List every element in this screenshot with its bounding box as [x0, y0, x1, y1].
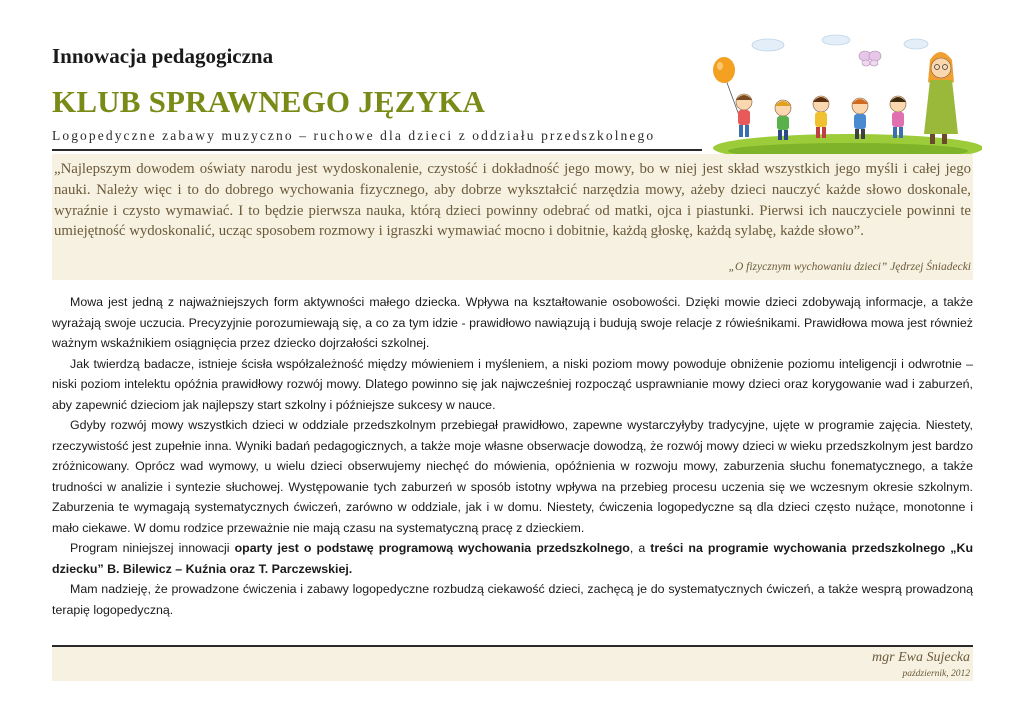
quote-box [52, 154, 973, 280]
butterfly-icon [859, 51, 881, 66]
author-signature: mgr Ewa Sujecka [872, 650, 970, 665]
paragraph-4-intro: Program niniejszej innowacji [70, 541, 235, 555]
body-text [52, 292, 973, 620]
child-figure-5 [890, 96, 906, 138]
paragraph-1: Mowa jest jedną z najważniejszych form aktywności małego dziecka. Wpływa na kształtowanie osobowości. Dzięki mowie dzieci zdobywają informacje, a także wyrażają swoje uczucia. Precyzyjnie porozumiewają się, a co za tym idzie - prawidłowo nawiązują i budują swoje relacje z rówieśnikami. Prawidłowa mowa jest również ważnym wskaźnikiem osiągnięcia przez dziecko dojrzałości szkolnej. [52, 295, 973, 350]
quote-text: „Najlepszym dowodem oświaty narodu jest wydoskonalenie, czystość i dokładność jego mowy, bo w niej jest skład wszystkich jego myśli i całej jego nauki. Należy więc i to do dobrego wychowania fizycznego, aby dobrze wykształcić narzędzia mowy, ażeby dzieci nauczyć każde słowo doskonale, wyraźnie i czysto wymawiać. I to będzie pierwsza nauka, którą dzieci powinny odebrać od matki, ojca i piastunki. Pierwsi ich nauczyciele powinni te umiejętność wydoskonalić, ucząc sposobem rozmowy i igraszki wymawiać mocno i dobitnie, każdą głoskę, każdą sylabę, każde słowo”. [54, 161, 971, 240]
cloud-icon [822, 35, 850, 45]
paragraph-4 [52, 538, 973, 579]
footer-box [52, 647, 973, 681]
teacher-figure [924, 52, 958, 144]
children-playing-illustration [708, 30, 982, 158]
child-figure-4 [852, 98, 868, 139]
paragraph-4-bold-a: oparty jest o podstawę programową wychowania przedszkolnego [234, 541, 630, 555]
paragraph-2: Jak twierdzą badacze, istnieje ścisła współzależność między mówieniem i myśleniem, a niski poziom mowy powoduje obniżenie poziomu inteligencji i odwrotnie – niski poziom intelektu opóźnia prawidłowy rozwój mowy. Dlatego powinno się jak najwcześniej rozpocząć usprawnianie mowy dzieci oraz korygowanie wad i zaburzeń, aby zapewnić dzieciom jak najlepszy start szkolny i późniejsze sukcesy w nauce. [52, 356, 973, 412]
quote-source: „O fizycznym wychowaniu dzieci” Jędrzej Śniadecki [728, 261, 971, 273]
cloud-icon [904, 39, 928, 49]
document-title: KLUB SPRAWNEGO JĘZYKA [52, 84, 486, 119]
child-figure-1 [736, 94, 752, 137]
document-tagline: Logopedyczne zabawy muzyczno – ruchowe dla dzieci z oddziału przedszkolnego [52, 128, 656, 143]
paragraph-5: Mam nadzieję, że prowadzone ćwiczenia i zabawy logopedyczne rozbudzą ciekawość dzieci, zachęcą je do systematycznych ćwiczeń, a także wesprą prowadzoną terapię logopedyczną. [52, 582, 973, 617]
header-divider [52, 149, 702, 151]
child-figure-3 [813, 96, 829, 138]
balloon-icon [713, 57, 735, 83]
child-figure-2 [775, 100, 791, 140]
cloud-icon [752, 39, 784, 51]
document-subtitle: Innowacja pedagogiczna [52, 44, 274, 68]
paragraph-3: Gdyby rozwój mowy wszystkich dzieci w oddziale przedszkolnym przebiegał prawidłowo, zapewne wystarczyłyby tradycyjne, ujęte w programie zajęcia. Niestety, rzeczywistość jest zupełnie inna. Wyniki badań pedagogicznych, a także moje własne obserwacje dowodzą, że rozwój mowy dzieci w wieku przedszkolnym jest bardzo zróżnicowany. Oprócz wad wymowy, u wielu dzieci obserwujemy niechęć do mówienia, opóźnienia w rozwoju mowy, zaburzenia słuchu fonematycznego, a także trudności w analizie i syntezie słuchowej. Występowanie tych zaburzeń w sposób istotny wpływa na przebieg procesu uczenia się we wczesnym okresie szkolnym. Zaburzenia te wymagają systematycznych ćwiczeń, zarówno w oddziale, jak i w domu. Niestety, ćwiczenia logopedyczne są dla dzieci często nużące, monotonne i mało ciekawe. W domu rodzice przeważnie nie mają czasu na systematyczną pracę z dzieckiem. [52, 418, 973, 535]
document-date: październik, 2012 [902, 669, 970, 679]
paragraph-4-join: , a [629, 541, 651, 555]
paragraph-4-bold-b: treści na programie wychowania przedszkolnego „Ku dziecku” B. Bilewicz – Kuźnia oraz T. Parczewskiej. [52, 541, 974, 576]
